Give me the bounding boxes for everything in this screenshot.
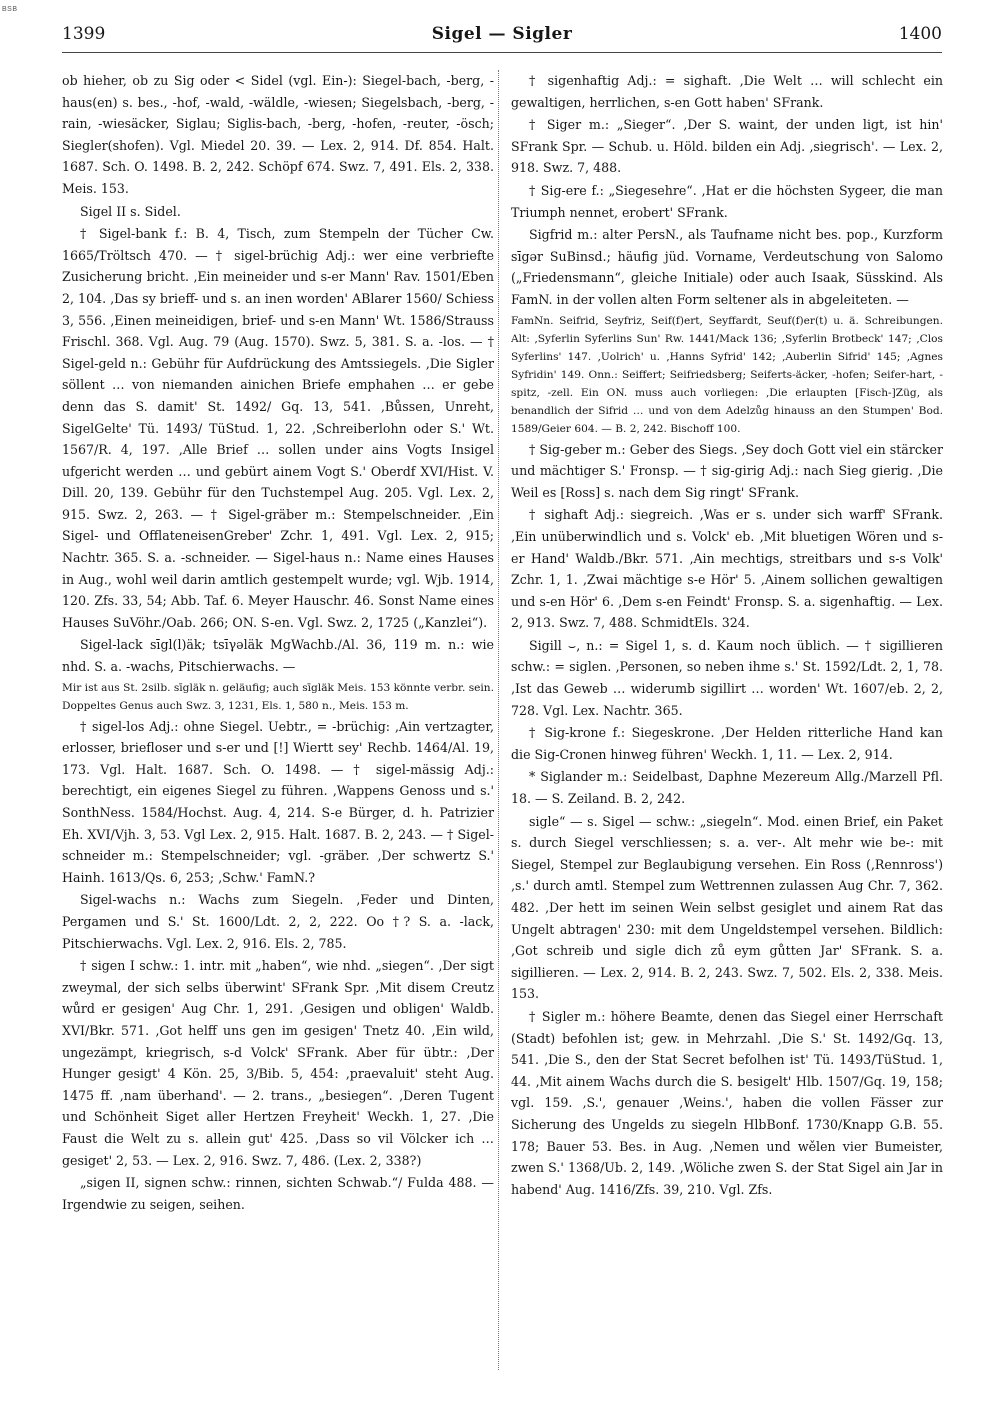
left-column	[62, 70, 494, 1216]
dictionary-entry: * Siglander m.: Seidelbast, Daphne Mezereum Allg./Marzell Pfl. 18. — S. Zeiland. B. 2, 242.	[511, 769, 943, 807]
dictionary-entry: Sigel-wachs n.: Wachs zum Siegeln. ‚Feder und Dinten, Pergamen und S.' St. 1600/Ldt. 2, 2, 222. Oo †? S. a. -lack, Pitschierwachs. Vgl. Lex. 2, 916. Els. 2, 785.	[62, 892, 494, 951]
dictionary-entry: † Sigler m.: höhere Beamte, denen das Siegel einer Herrschaft (Stadt) befohlen ist; gew. in Mehrzahl. ‚Die S.' St. 1492/Gq. 13, 541. ‚Die S., den der Stat Secret befolhen ist' Tü. 1493/TüStud. 1, 44. ‚Mit ainem Wachs durch die S. besigelt' Hlb. 1507/Gq. 19, 158; vgl. 159. ‚S.', genauer ‚Weins.', haben die vollen Fässer zur Sicherung des Ungelds zu siegeln HlbBonf. 1730/Knapp G.B. 55. 178; Bauer 53. Bes. in Aug. ‚Nemen und wělen vier Bumeister, zwen S.' 1368/Ub. 2, 149. ‚Wöliche zwen S. der Stat Sigel ain Jar in habend' Aug. 1416/Zfs. 39, 210. Vgl. Zfs.	[511, 1008, 943, 1197]
library-mark: BSB	[2, 6, 18, 13]
page-number-right: 1400	[898, 24, 942, 44]
dictionary-entry: ob hieher, ob zu Sig oder < Sidel (vgl. Ein-): Siegel-bach, -berg, -haus(en) s. bes., -hof, -wald, -wäldle, -wiesen; Siegelsbach, -berg, -rain, -wiesäcker, Siglau; Siglis-bach, -berg, -hofen, -reuter, -ösch; Siegler(shofen). Vgl. Miedel 20. 39. — Lex. 2, 914. Df. 854. Halt. 1687. Sch. O. 1498. B. 2, 242. Schöpf 674. Swz. 7, 491. Els. 2, 338. Meis. 153.	[62, 73, 494, 196]
dictionary-entry: Sigill ⌣, n.: = Sigel 1, s. d. Kaum noch üblich. — † sigillieren schw.: = siglen. ‚Personen, so neben ihme s.' St. 1592/Ldt. 2, 1, 78. ‚Ist das Geweb … widerumb sigillirt … worden' Wt. 1607/eb. 2, 2, 728. Vgl. Lex. Nachtr. 365.	[511, 637, 943, 718]
dictionary-entry: † Siger m.: „Sieger“. ‚Der S. waint, der unden ligt, ist hin' SFrank Spr. — Schub. u. Höld. bilden ein Adj. ‚siegrisch'. — Lex. 2, 918. Swz. 7, 488.	[511, 117, 943, 176]
dictionary-entry: † sighaft Adj.: siegreich. ‚Was er s. under sich warff' SFrank. ‚Ein unüberwindlich und s. Volck' eb. ‚Mit bluetigen Wören und s-er Hand' Waldb./Bkr. 571. ‚Ain mechtigs, streitbars und s-s Volk' Zchr. 1, 1. ‚Zwai mächtige s-e Hör' 5. ‚Ainem sollichen gewaltigen und s-en Hör' 6. ‚Dem s-en Feindt' Fronsp. S. a. sigenhaftig. — Lex. 2, 913. Swz. 7, 488. SchmidtEls. 324.	[511, 507, 943, 631]
page-header	[62, 24, 942, 50]
right-column	[511, 70, 943, 1201]
page-number-left: 1399	[62, 24, 106, 44]
dictionary-entry: † Sigel-bank f.: B. 4, Tisch, zum Stempeln der Tücher Cw. 1665/Tröltsch 470. — † sigel-brüchig Adj.: wer eine verbriefte Zusicherung bricht. ‚Ein meineider und s-er Mann' Rav. 1501/Eben 2, 104. ‚Das sy brieff- und s. an inen worden' ABlarer 1560/ Schiess 3, 556. ‚Einen meineidigen, brief- und s-en Mann' Wt. 1586/Strauss Frischl. 368. Vgl. Aug. 79 (Aug. 1570). Swz. 5, 381. S. a. -los. — † Sigel-geld n.: Gebühr für Aufdrückung des Amtssiegels. ‚Die Sigler söllent … von niemanden ainichen Briefe emphahen … er gebe denn das S. damit' St. 1492/ Gq. 13, 541. ‚Bůssen, Unreht, SigelGelte' Tü. 1493/ TüStud. 1, 22. ‚Schreiberlohn oder S.' Wt. 1567/R. 4, 197. ‚Alle Brief … sollen under ains Vogts Insigel ufgericht werden … und gebürt ainem Vogt S.' Oberdf XVI/Hist. V. Dill. 20, 139. Gebühr für den Tuchstempel Aug. 205. Vgl. Lex. 2, 915. Swz. 2, 263. — † Sigel-gräber m.: Stempelschneider. ‚Ein Sigel- und OfflateneisenGreber' Zchr. 1, 491. Vgl. Lex. 2, 915; Nachtr. 365. S. a. -schneider. — Sigel-haus n.: Name eines Hauses in Aug., wohl weil darin amtlich gestempelt wurde; vgl. Wjb. 1914, 120. Zfs. 33, 54; Abb. Taf. 6. Meyer Hauschr. 46. Sonst Name eines Hauses SuVöhr./Oab. 266; ON. S-en. Vgl. Swz. 2, 1725 („Kanzlei“).	[62, 226, 494, 630]
dictionary-entry: † Sig-krone f.: Siegeskrone. ‚Der Helden ritterliche Hand kan die Sig-Cronen hinweg führen' Weckh. 1, 11. — Lex. 2, 914.	[511, 725, 943, 762]
dictionary-entry: † sigel-los Adj.: ohne Siegel. Uebtr., = -brüchig: ‚Ain vertzagter, erlosser, briefloser und s-er und [!] Wiertt sey' Rechb. 1464/Al. 19, 173. Vgl. Halt. 1687. Sch. O. 1498. — † sigel-mässig Adj.: berechtigt, ein eigenes Siegel zu führen. ‚Wappens Genoss und s.' SonthNess. 1584/Hochst. Aug. 4, 214. S-e Bürger, d. h. Patrizier Eh. XVI/Vjh. 3, 53. Vgl Lex. 2, 915. Halt. 1687. B. 2, 243. — † Sigel-schneider m.: Stempelschneider; vgl. -gräber. ‚Der schwertz S.' Hainh. 1613/Qs. 6, 253; ‚Schw.' FamN.?	[62, 718, 494, 885]
column-divider	[498, 70, 499, 1370]
dictionary-entry: „sigen II, signen schw.: rinnen, sichten Schwab.“/ Fulda 488. — Irgendwie zu seigen, seihen.	[62, 1175, 494, 1212]
dictionary-entry: † Sig-geber m.: Geber des Siegs. ‚Sey doch Gott viel ein stärcker und mächtiger S.' Fronsp. — † sig-girig Adj.: nach Sieg gierig. ‚Die Weil es [Ross] s. nach dem Sig ringt' SFrank.	[511, 441, 943, 500]
dictionary-entry: Sigel II s. Sidel.	[80, 203, 181, 219]
running-title: Sigel — Sigler	[431, 24, 573, 44]
header-rule	[62, 52, 942, 53]
dictionary-entry: Mir ist aus St. 2silb. sīgläk n. geläufig; auch sīgläk Meis. 153 könnte verbr. sein. Doppeltes Genus auch Swz. 3, 1231, Els. 1, 580 n., Meis. 153 m.	[62, 681, 494, 712]
dictionary-entry: Sigel-lack sīgl(l)äk; tsīγəläk MgWachb./Al. 36, 119 m. n.: wie nhd. S. a. -wachs, Pitschierwachs. —	[62, 637, 494, 675]
dictionary-entry: sigle“ — s. Sigel — schw.: „siegeln“. Mod. einen Brief, ein Paket s. durch Siegel verschliessen; s. a. ver-. Alt mehr wie be-: mit Siegel, Stempel zur Beglaubigung versehen. Ein Ross (‚Rennross') ‚s.' durch amtl. Stempel zum Wettrennen zulassen Aug Chr. 7, 362. 482. ‚Der hett im seinen Wein selbst gesiglet und ainem Rat das Ungelt abtragen' 230: mit dem Ungeldstempel versehen. Bildlich: ‚Got schreib und sigle dich zů eym gůtten Jar' SFrank. S. a. sigillieren. — Lex. 2, 914. B. 2, 243. Swz. 7, 502. Els. 2, 338. Meis. 153.	[511, 813, 943, 1002]
dictionary-entry: † sigen I schw.: 1. intr. mit „haben“, wie nhd. „siegen“. ‚Der sigt zweymal, der sich selbs überwint' SFrank Spr. ‚Mit disem Creutz wůrd er gesigen' Aug Chr. 1, 291. ‚Gesigen und obligen' Waldb. XVI/Bkr. 571. ‚Got helff uns gen im gesigen' Tnetz 40. ‚Ein wild, ungezämpt, kriegrisch, s-d Volck' SFrank. Aber für übtr.: ‚Der Hunger gesigt' 4 Kön. 25, 3/Bib. 5, 454: ‚praevaluit' steht Aug. 1475 ff. ‚nam überhand'. — 2. trans., „besiegen“. ‚Deren Tugent und Schönheit Siget aller Hertzen Freyheit' Weckh. 1, 27. ‚Die Faust die Welt zu s. allein gut' 425. ‚Dass so vil Völcker ich … gesiget' 2, 53. — Lex. 2, 916. Swz. 7, 486. (Lex. 2, 338?)	[62, 958, 494, 1168]
dictionary-entry: † Sig-ere f.: „Siegesehre“. ‚Hat er die höchsten Sygeer, die man Triumph nennet, erobert' SFrank.	[511, 182, 943, 220]
dictionary-entry: FamNn. Seifrid, Seyfriz, Seif(f)ert, Seyffardt, Seuf(f)er(t) u. ä. Schreibungen. Alt: ‚Syferlin Syferlins Sun' Rw. 1441/Mack 136; ‚Syferlin Brotbeck' 147; ‚Clos Syferlins' 147. ‚Uolrich' u. ‚Hanns Syfrid' 142; ‚Auberlin Sifrid' 145; ‚Agnes Syfridin' 149. Onn.: Seiffert; Seifriedsberg; Seiferts-äcker, -hofen; Seifer-hart, -spitz, -zell. Ein ON. muss auch vorliegen: ‚Die erlaupten [Fisch-]Züg, als benandlich der Sifrid … und von dem Adelzůg hinauss an den Stumpen' Bod. 1589/Geier 604. — B. 2, 242. Bischoff 100.	[511, 314, 943, 435]
dictionary-entry: Sigfrid m.: alter PersN., als Taufname nicht bes. pop., Kurzform sīgər SuBinsd.; häufig jüd. Vorname, Verdeutschung von Salomo („Friedensmann“, gleiche Initiale) oder auch Isaak, Süsskind. Als FamN. in der vollen alten Form seltener als in abgeleiteten. —	[511, 227, 943, 307]
dictionary-entry: † sigenhaftig Adj.: = sighaft. ‚Die Welt … will schlecht ein gewaltigen, herrlichen, s-en Gott haben' SFrank.	[511, 73, 943, 110]
